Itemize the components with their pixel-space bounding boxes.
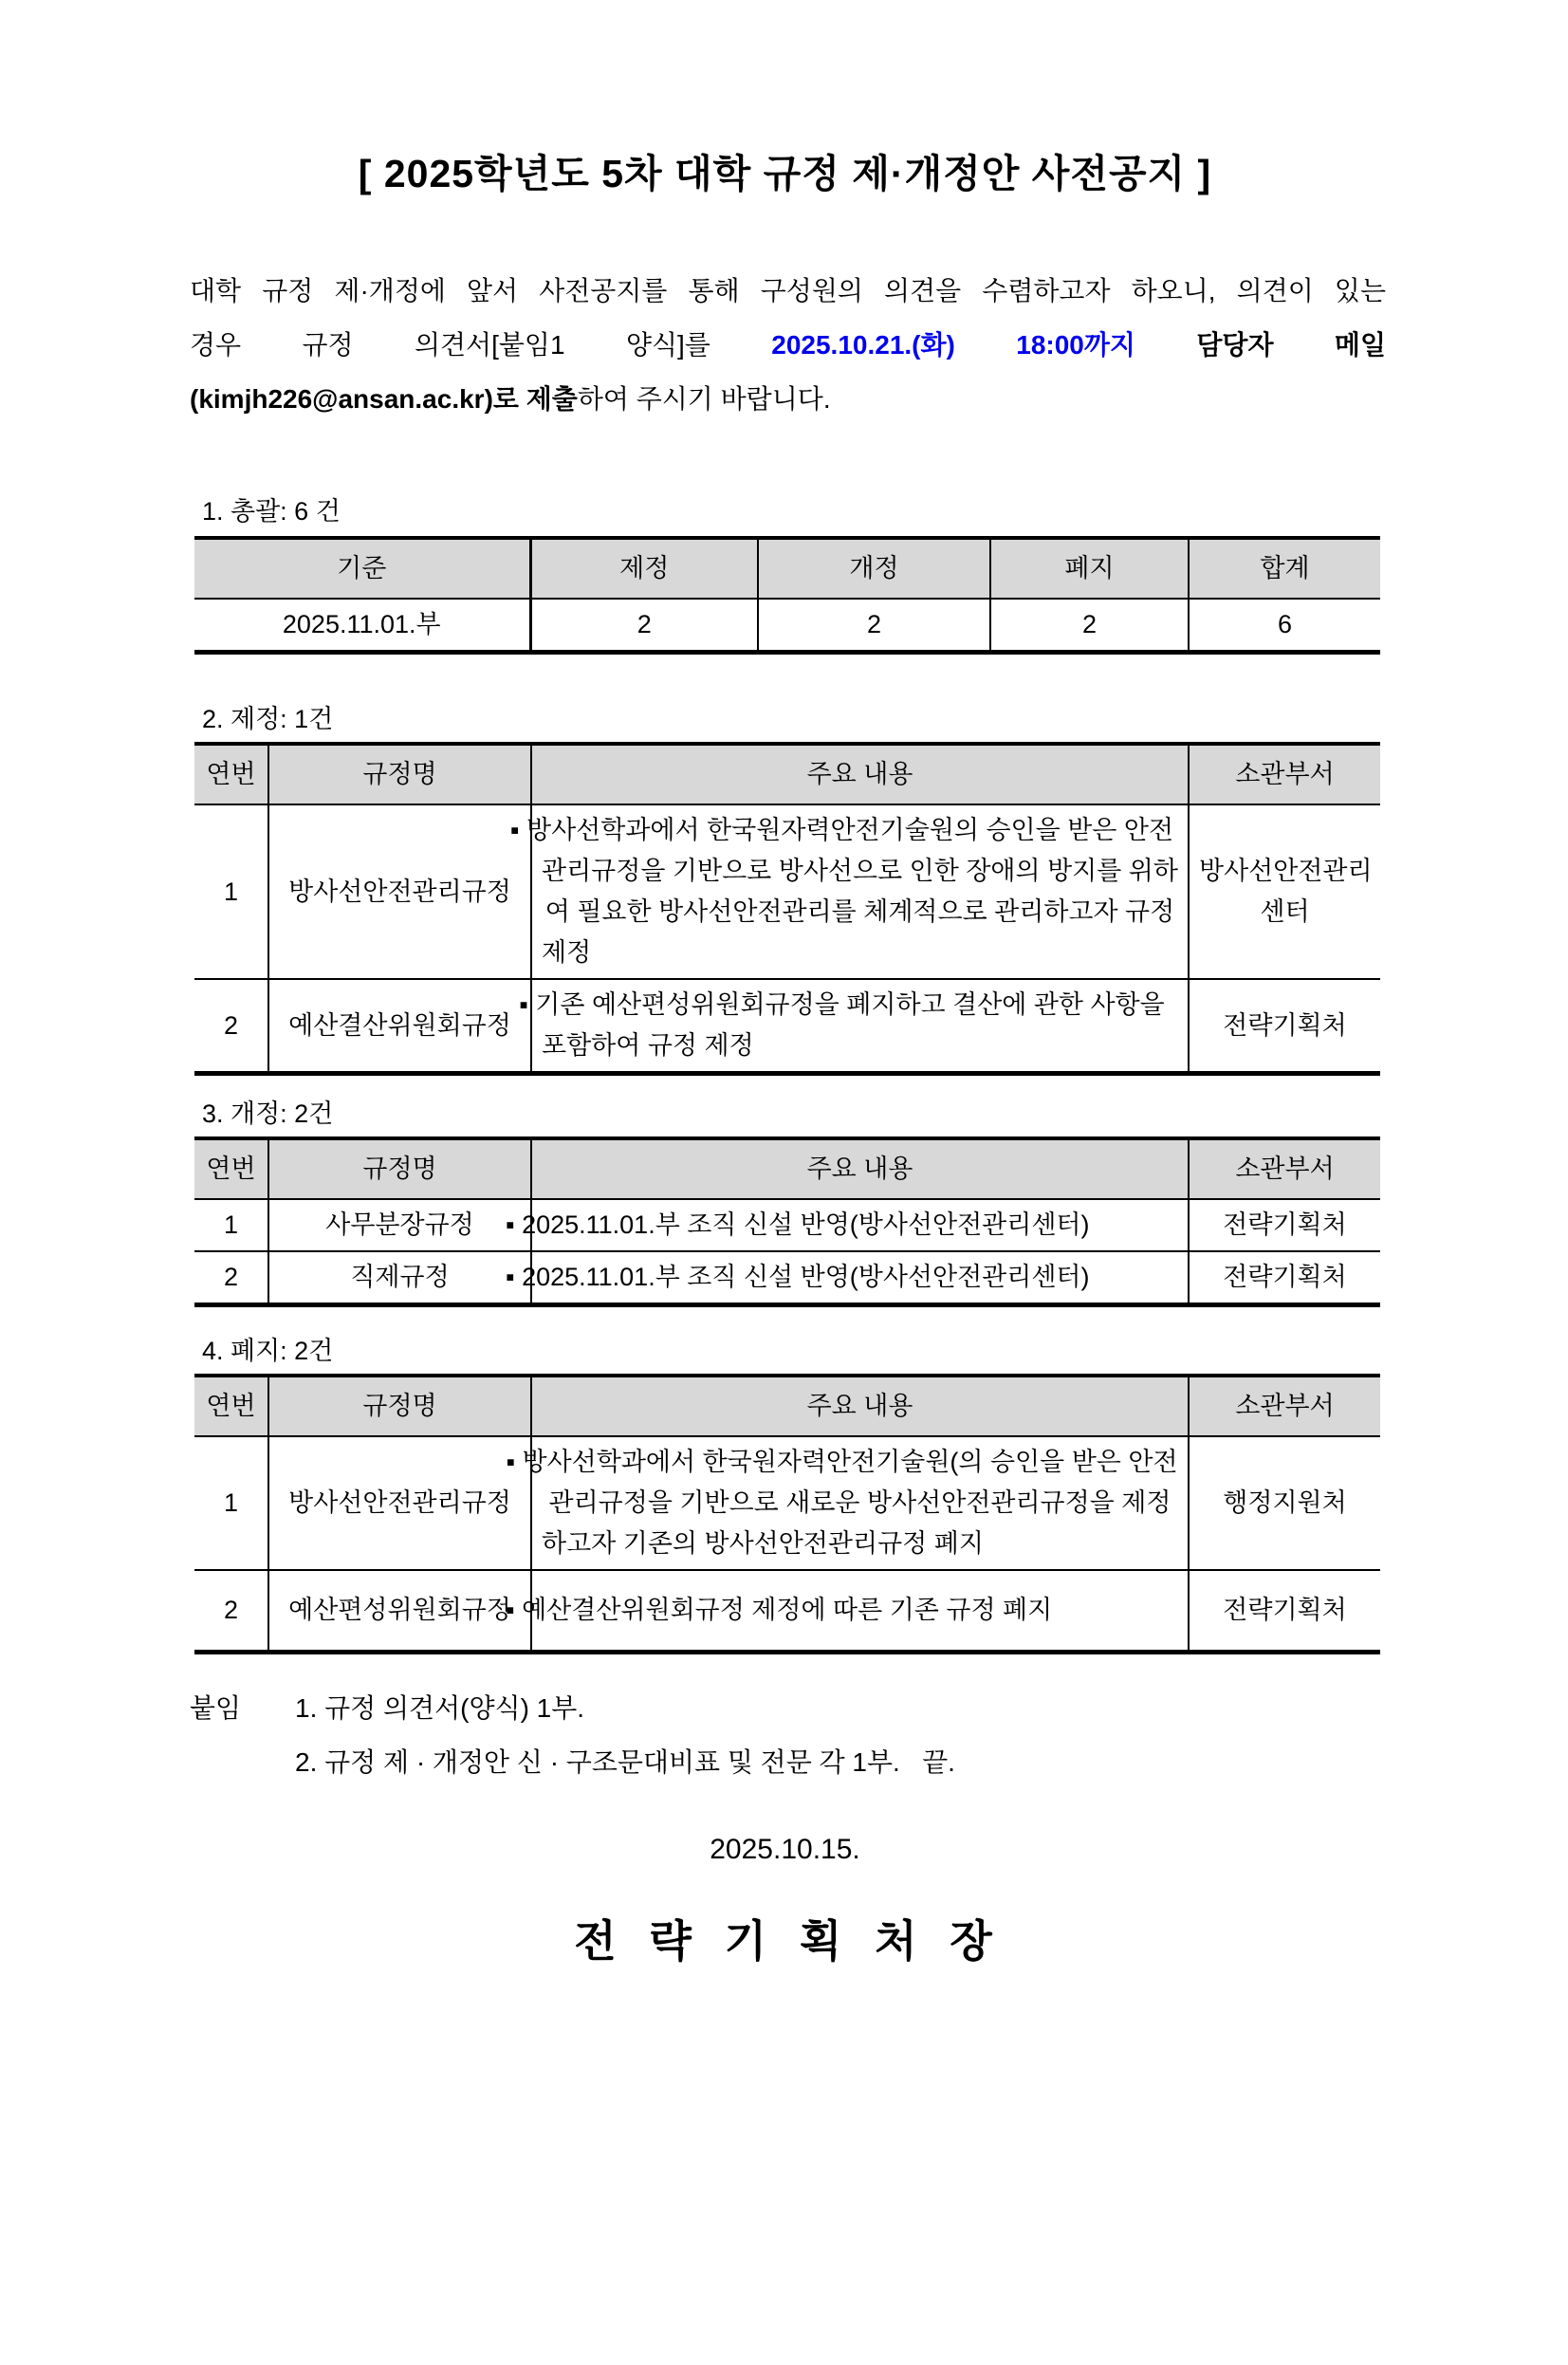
col-header-total: 합계 [1189,538,1380,599]
section-heading-amendment: 3. 개정: 2건 [202,1099,334,1128]
regulation-name: 예산결산위원회규정 [268,979,531,1074]
deadline-text: 2025.10.21.(화) 18:00까지 [771,330,1135,360]
intro-paragraph [190,264,1386,426]
table-row [194,1570,1380,1653]
section-heading-summary: 1. 총괄: 6 건 [202,497,341,526]
attachment-line-1 [190,1681,1380,1735]
regulation-content: ▪ 2025.11.01.부 조직 신설 반영(방사선안전관리센터) [531,1251,1189,1305]
table-header-row [194,1138,1380,1199]
regulation-dept: 행정지원처 [1189,1436,1380,1570]
col-header-name: 규정명 [268,1138,531,1199]
regulation-content: ▪ 예산결산위원회규정 제정에 따른 기존 규정 폐지 [531,1570,1189,1653]
col-header-content: 주요 내용 [531,744,1189,804]
intro-line-1: 대학 규정 제·개정에 앞서 사전공지를 통해 구성원의 의견을 수렴하고자 하오니, 의견이 있는 [190,276,1386,305]
regulation-dept: 전략기획처 [1189,1199,1380,1251]
row-no: 2 [194,1251,268,1305]
table-row [194,599,1380,653]
col-header-amend: 개정 [758,538,990,599]
summary-enact-count: 2 [530,599,758,653]
regulation-name: 방사선안전관리규정 [268,1436,531,1570]
col-header-no: 연번 [194,744,268,804]
table-row [194,979,1380,1074]
signature-title: 전 략 기 획 처 장 [574,1916,996,1966]
regulation-name: 직제규정 [268,1251,531,1305]
regulation-name: 예산편성위원회규정 [268,1570,531,1653]
abolition-table [194,1374,1380,1654]
regulation-content: ▪ 2025.11.01.부 조직 신설 반영(방사선안전관리센터) [531,1199,1189,1251]
col-header-dept: 소관부서 [1189,1376,1380,1436]
table-header-row [194,1376,1380,1436]
table-header-row [194,744,1380,804]
intro-line-3 [190,372,1386,426]
intro-line3-plain: 하여 주시기 바랍니다. [577,384,831,414]
table-row [194,1251,1380,1305]
row-no: 2 [194,979,268,1074]
row-no: 1 [223,877,239,906]
notice-document [190,148,1386,1969]
intro-line-2 [190,318,1386,372]
regulation-name: 방사선안전관리규정 [268,804,531,979]
regulation-content: ▪ 방사선학과에서 한국원자력안전기술원(의 승인을 받은 안전관리규정을 기반으로 새로운 방사선안전관리규정을 제정하고자 기존의 방사선안전관리규정 폐지 [531,1436,1189,1570]
attachments-block [190,1681,1380,1789]
page-title: [ 2025학년도 5차 대학 규정 제·개정안 사전공지 ] [358,152,1212,195]
col-header-name: 규정명 [268,744,531,804]
table-row [194,804,1380,979]
summary-total-count: 6 [1189,599,1380,653]
section-heading-enactment: 2. 제정: 1건 [202,705,334,733]
regulation-dept: 전략기획처 [1189,1570,1380,1653]
intro-line2-plain: 경우 규정 의견서[붙임1 양식]를 [190,330,772,360]
col-header-abolish: 폐지 [990,538,1189,599]
table-row [194,1436,1380,1570]
col-header-content: 주요 내용 [531,1376,1189,1436]
document-date: 2025.10.15. [710,1834,860,1865]
regulation-name: 사무분장규정 [268,1199,531,1251]
col-header-enact: 제정 [530,538,758,599]
summary-abolish-count: 2 [990,599,1189,653]
col-header-no: 연번 [194,1138,268,1199]
col-header-dept: 소관부서 [1189,1138,1380,1199]
row-no: 1 [223,1210,239,1239]
contact-email: (kimjh226@ansan.ac.kr)로 제출 [190,384,578,414]
summary-table [194,536,1380,655]
table-header-row [194,538,1380,599]
summary-basis: 2025.11.01.부 [282,610,441,638]
attachment-item-2: 2. 규정 제 · 개정안 신 · 구조문대비표 및 전문 각 1부. 끝. [295,1747,955,1777]
regulation-dept: 전략기획처 [1189,979,1380,1074]
col-header-basis: 기준 [194,538,530,599]
summary-amend-count: 2 [758,599,990,653]
col-header-name: 규정명 [268,1376,531,1436]
attachment-label: 붙임 [190,1693,242,1723]
col-header-content: 주요 내용 [531,1138,1189,1199]
regulation-dept: 방사선안전관리 센터 [1189,804,1380,979]
col-header-dept: 소관부서 [1189,744,1380,804]
section-heading-abolition: 4. 폐지: 2건 [202,1337,334,1365]
col-header-no: 연번 [194,1376,268,1436]
intro-line2-bold: 담당자 메일 [1134,330,1386,360]
table-row [194,1199,1380,1251]
row-no: 1 [223,1488,239,1517]
row-no: 2 [194,1570,268,1653]
attachment-item-1: 1. 규정 의견서(양식) 1부. [295,1693,585,1723]
regulation-dept: 전략기획처 [1189,1251,1380,1305]
regulation-content: ▪ 기존 예산편성위원회규정을 폐지하고 결산에 관한 사항을 포함하여 규정 제정 [531,979,1189,1074]
enactment-table [194,742,1380,1076]
amendment-table [194,1136,1380,1307]
regulation-content: ▪ 방사선학과에서 한국원자력안전기술원의 승인을 받은 안전관리규정을 기반으로 방사선으로 인한 장애의 방지를 위하여 필요한 방사선안전관리를 체계적으로 관리하고자 규정 제정 [531,804,1189,979]
